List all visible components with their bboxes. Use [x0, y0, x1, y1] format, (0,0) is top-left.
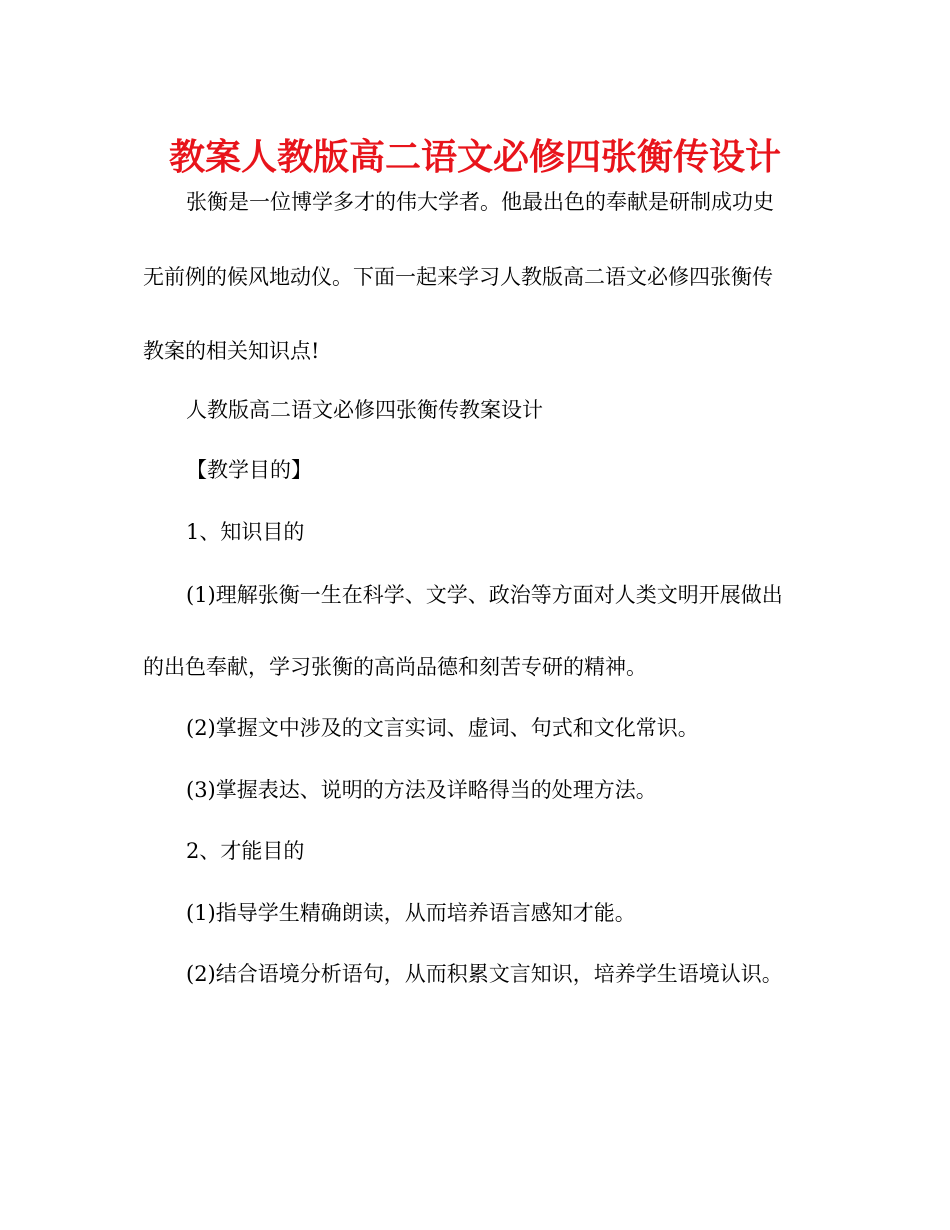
knowledge-goal-1-line-2: 的出色奉献，学习张衡的高尚品德和刻苦专研的精神。	[143, 655, 647, 679]
section-heading-teaching-goals: 【教学目的】	[186, 458, 312, 482]
ability-goal-2: (2)结合语境分析语句，从而积累文言知识，培养学生语境认识。	[186, 962, 783, 986]
knowledge-goal-2: (2)掌握文中涉及的文言实词、虚词、句式和文化常识。	[186, 716, 699, 740]
knowledge-goal-1-line-1: (1)理解张衡一生在科学、文学、政治等方面对人类文明开展做出	[186, 583, 783, 607]
intro-line-1: 张衡是一位博学多才的伟大学者。他最出色的奉献是研制成功史	[186, 190, 774, 214]
intro-line-2: 无前例的候风地动仪。下面一起来学习人教版高二语文必修四张衡传	[143, 265, 773, 289]
knowledge-goal-heading: 1、知识目的	[186, 520, 305, 544]
ability-goal-heading: 2、才能目的	[186, 839, 305, 863]
intro-line-3: 教案的相关知识点!	[143, 339, 320, 363]
knowledge-goal-3: (3)掌握表达、说明的方法及详略得当的处理方法。	[186, 778, 657, 802]
subtitle: 人教版高二语文必修四张衡传教案设计	[186, 398, 543, 422]
ability-goal-1: (1)指导学生精确朗读，从而培养语言感知才能。	[186, 901, 636, 925]
document-title: 教案人教版高二语文必修四张衡传设计	[168, 137, 781, 178]
